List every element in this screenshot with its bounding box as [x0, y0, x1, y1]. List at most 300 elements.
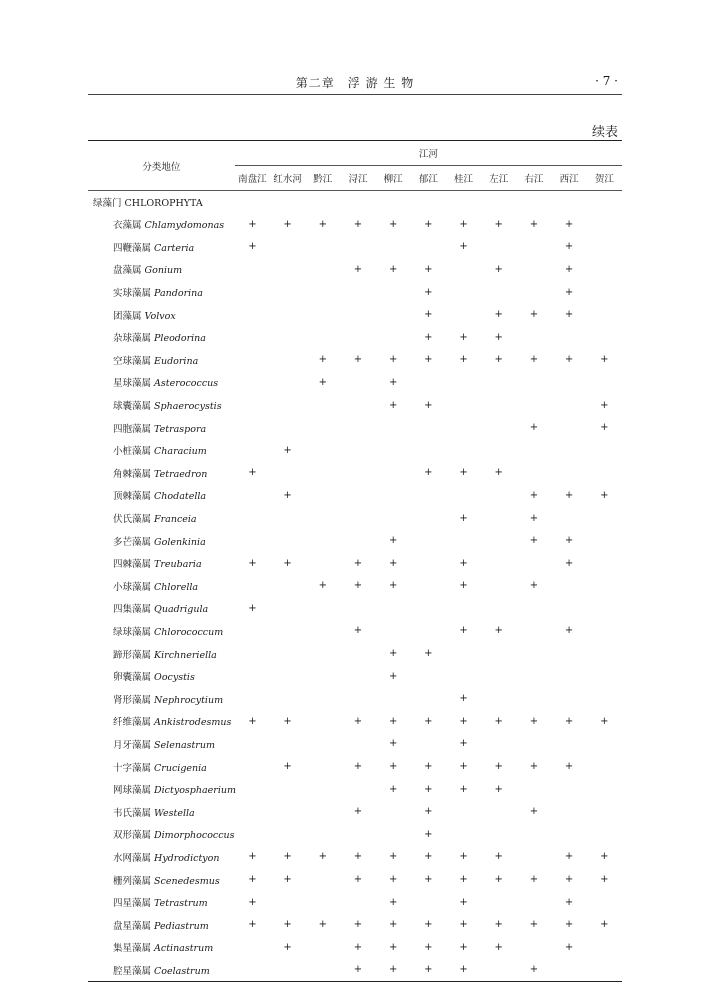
presence-cell: +: [248, 874, 257, 886]
table-row: [88, 868, 622, 891]
presence-cell: [305, 507, 340, 530]
presence-cell: [587, 891, 622, 914]
presence-cell: [446, 258, 481, 281]
table-row: [88, 462, 622, 485]
presence-cell: [376, 823, 411, 846]
presence-cell: +: [459, 241, 468, 253]
page-header: [88, 74, 622, 95]
genus-name: [88, 778, 235, 801]
genus-latin-name: Characium: [154, 446, 207, 458]
presence-cell: [270, 349, 305, 372]
presence-cell: [270, 642, 305, 665]
presence-cell: +: [424, 263, 433, 275]
presence-cell: [235, 529, 270, 552]
presence-cell: +: [424, 648, 433, 660]
genus-chinese-name: 角棘藻属: [113, 468, 155, 480]
presence-cell: +: [600, 874, 609, 886]
presence-cell: [481, 507, 516, 530]
presence-cell: +: [494, 354, 503, 366]
presence-cell: [270, 394, 305, 417]
table-row: [88, 891, 622, 914]
presence-cell: +: [424, 286, 433, 298]
presence-cell: [551, 416, 586, 439]
presence-cell: [551, 687, 586, 710]
presence-cell: [551, 733, 586, 756]
presence-cell: [270, 597, 305, 620]
genus-name: [88, 755, 235, 778]
presence-cell: +: [446, 959, 481, 982]
presence-cell: [305, 755, 340, 778]
presence-cell: +: [353, 263, 363, 275]
presence-cell: +: [600, 354, 609, 366]
presence-cell: +: [248, 218, 257, 230]
presence-cell: [235, 281, 270, 304]
presence-cell: [305, 326, 340, 349]
genus-name: [88, 687, 235, 710]
genus-latin-name: Oocystis: [154, 672, 195, 684]
genus-name: [88, 913, 235, 936]
river-header: 贺江: [587, 166, 622, 191]
table-row: [88, 439, 622, 462]
genus-latin-name: Franceia: [154, 514, 197, 526]
genus-latin-name: Chlorella: [154, 581, 199, 593]
presence-cell: [305, 281, 340, 304]
genus-name: [88, 800, 235, 823]
presence-cell: [516, 936, 551, 959]
presence-cell: [235, 326, 270, 349]
presence-cell: [340, 303, 375, 326]
table-row: [88, 529, 622, 552]
genus-chinese-name: 水网藻属: [113, 852, 155, 864]
genus-name: [88, 462, 235, 485]
genus-latin-name: Pandorina: [154, 288, 203, 300]
presence-cell: [551, 575, 586, 598]
presence-cell: [516, 552, 551, 575]
table-row: [88, 959, 622, 982]
presence-cell: [235, 416, 270, 439]
presence-cell: +: [388, 738, 398, 750]
presence-cell: [551, 371, 586, 394]
presence-cell: +: [529, 715, 539, 727]
presence-cell: [446, 529, 481, 552]
presence-cell: [411, 507, 446, 530]
genus-name: [88, 394, 235, 417]
presence-cell: [481, 687, 516, 710]
presence-cell: +: [564, 896, 574, 908]
presence-cell: +: [424, 919, 433, 931]
presence-cell: [235, 665, 270, 688]
genus-latin-name: Actinastrum: [154, 943, 214, 955]
table-row: [88, 213, 622, 236]
presence-cell: [235, 620, 270, 643]
presence-cell: [551, 326, 586, 349]
table-row: [88, 936, 622, 959]
table-row: [88, 823, 622, 846]
presence-cell: [376, 439, 411, 462]
presence-cell: +: [564, 715, 574, 727]
presence-cell: +: [283, 218, 292, 230]
presence-cell: [376, 687, 411, 710]
presence-cell: +: [529, 422, 539, 434]
table-body: [88, 191, 622, 982]
presence-cell: [587, 281, 622, 304]
presence-cell: [587, 778, 622, 801]
presence-cell: +: [600, 715, 609, 727]
presence-cell: [446, 394, 481, 417]
presence-cell: [587, 800, 622, 823]
river-header: 右江: [516, 166, 551, 191]
presence-cell: +: [459, 693, 468, 705]
presence-cell: +: [424, 467, 433, 479]
presence-cell: +: [424, 874, 433, 886]
presence-cell: +: [424, 941, 433, 953]
presence-cell: +: [494, 467, 503, 479]
genus-latin-name: Pediastrum: [154, 920, 209, 932]
presence-cell: +: [248, 467, 257, 479]
presence-cell: [481, 959, 516, 982]
presence-cell: +: [600, 489, 609, 501]
presence-cell: [587, 597, 622, 620]
table-row: [88, 620, 622, 643]
presence-cell: +: [424, 331, 433, 343]
presence-cell: [270, 303, 305, 326]
genus-latin-name: Asterococcus: [154, 378, 219, 390]
presence-cell: +: [248, 919, 257, 931]
presence-cell: [516, 846, 551, 869]
genus-name: [88, 868, 235, 891]
presence-cell: [411, 665, 446, 688]
presence-cell: +: [388, 874, 398, 886]
presence-cell: [587, 575, 622, 598]
presence-cell: +: [459, 783, 468, 795]
presence-cell: [305, 303, 340, 326]
presence-cell: +: [388, 648, 398, 660]
presence-cell: [270, 778, 305, 801]
presence-cell: [587, 326, 622, 349]
presence-cell: [587, 303, 622, 326]
genus-chinese-name: 纤维藻属: [113, 717, 155, 729]
presence-cell: [340, 529, 375, 552]
genus-name: [88, 326, 235, 349]
table-row: [88, 484, 622, 507]
table-row: [88, 394, 622, 417]
presence-cell: +: [564, 286, 574, 298]
presence-cell: +: [600, 851, 609, 863]
table-row: [88, 913, 622, 936]
presence-cell: [305, 484, 340, 507]
genus-latin-name: Chodatella: [154, 491, 207, 503]
presence-cell: +: [600, 399, 609, 411]
river-header: 浔江: [340, 166, 375, 191]
genus-latin-name: Quadrigula: [154, 604, 209, 616]
presence-cell: +: [318, 851, 327, 863]
genus-name: [88, 575, 235, 598]
genus-name: [88, 620, 235, 643]
genus-chinese-name: 月牙藻属: [113, 739, 155, 751]
presence-cell: [376, 236, 411, 259]
presence-cell: +: [600, 422, 609, 434]
presence-cell: +: [353, 354, 363, 366]
presence-cell: [305, 800, 340, 823]
genus-latin-name: Volvox: [144, 310, 176, 322]
table-row: [88, 665, 622, 688]
genus-latin-name: Gonium: [144, 265, 183, 277]
presence-cell: [305, 710, 340, 733]
presence-cell: [481, 733, 516, 756]
presence-cell: [481, 891, 516, 914]
presence-cell: [516, 687, 551, 710]
presence-cell: [305, 236, 340, 259]
presence-cell: [270, 281, 305, 304]
presence-cell: [305, 936, 340, 959]
presence-cell: [340, 281, 375, 304]
genus-latin-name: Scenedesmus: [154, 875, 220, 887]
river-header: 郁江: [411, 166, 446, 191]
table-row: [88, 303, 622, 326]
presence-cell: [235, 484, 270, 507]
presence-cell: [305, 620, 340, 643]
presence-cell: [376, 303, 411, 326]
presence-cell: [305, 868, 340, 891]
genus-name: [88, 936, 235, 959]
presence-cell: [587, 439, 622, 462]
genus-chinese-name: 腔星藻属: [113, 965, 155, 977]
presence-cell: +: [388, 263, 398, 275]
genus-chinese-name: 星球藻属: [113, 378, 155, 390]
presence-cell: [587, 507, 622, 530]
presence-cell: +: [248, 896, 257, 908]
presence-cell: +: [459, 557, 468, 569]
presence-cell: [376, 800, 411, 823]
presence-cell: [516, 394, 551, 417]
presence-cell: +: [340, 959, 375, 982]
presence-cell: [235, 349, 270, 372]
river-header: 红水河: [270, 166, 305, 191]
presence-cell: +: [248, 715, 257, 727]
presence-cell: [235, 439, 270, 462]
presence-cell: [235, 303, 270, 326]
presence-cell: [446, 484, 481, 507]
genus-chinese-name: 伏氏藻属: [113, 514, 155, 526]
presence-cell: +: [529, 806, 539, 818]
presence-cell: +: [529, 535, 539, 547]
table-row: [88, 236, 622, 259]
presence-cell: +: [283, 851, 292, 863]
table-row: [88, 642, 622, 665]
presence-cell: [551, 959, 586, 982]
presence-cell: +: [564, 241, 574, 253]
presence-cell: +: [564, 489, 574, 501]
presence-cell: [270, 371, 305, 394]
river-header: 柳江: [376, 166, 411, 191]
presence-cell: +: [353, 874, 363, 886]
table-row: [88, 575, 622, 598]
table-row: [88, 258, 622, 281]
genus-chinese-name: 绿球藻属: [113, 626, 155, 638]
presence-cell: [446, 371, 481, 394]
presence-cell: [481, 575, 516, 598]
presence-cell: +: [424, 309, 433, 321]
presence-cell: [270, 529, 305, 552]
presence-cell: [481, 281, 516, 304]
table-row: [88, 710, 622, 733]
presence-cell: [235, 800, 270, 823]
presence-cell: [340, 416, 375, 439]
presence-cell: [446, 800, 481, 823]
presence-cell: +: [564, 941, 574, 953]
presence-cell: [305, 462, 340, 485]
presence-cell: [270, 800, 305, 823]
genus-name: [88, 642, 235, 665]
presence-cell: [411, 552, 446, 575]
presence-cell: +: [529, 489, 539, 501]
presence-cell: [587, 642, 622, 665]
presence-cell: +: [318, 376, 327, 388]
presence-cell: [516, 891, 551, 914]
presence-cell: [411, 529, 446, 552]
presence-cell: +: [529, 309, 539, 321]
genus-latin-name: Dimorphococcus: [154, 830, 235, 842]
presence-cell: [305, 891, 340, 914]
river-header: 左江: [481, 166, 516, 191]
presence-cell: +: [564, 919, 574, 931]
presence-cell: [481, 642, 516, 665]
presence-cell: [305, 258, 340, 281]
presence-cell: [446, 823, 481, 846]
presence-cell: [411, 891, 446, 914]
table-row: [88, 733, 622, 756]
presence-cell: [481, 597, 516, 620]
presence-cell: +: [564, 557, 574, 569]
genus-name: [88, 258, 235, 281]
presence-cell: [516, 823, 551, 846]
presence-cell: +: [283, 489, 292, 501]
presence-cell: [587, 687, 622, 710]
presence-cell: +: [529, 874, 539, 886]
presence-cell: [516, 665, 551, 688]
presence-cell: [305, 416, 340, 439]
presence-cell: +: [529, 512, 539, 524]
table-row: [88, 755, 622, 778]
presence-cell: +: [494, 263, 503, 275]
presence-cell: +: [459, 467, 468, 479]
presence-cell: +: [459, 354, 468, 366]
presence-cell: +: [459, 919, 468, 931]
presence-cell: [587, 213, 622, 236]
presence-cell: [235, 687, 270, 710]
presence-cell: +: [459, 851, 468, 863]
presence-cell: [481, 552, 516, 575]
presence-cell: +: [494, 309, 503, 321]
genus-name: [88, 213, 235, 236]
genus-chinese-name: 四胞藻属: [113, 423, 155, 435]
genus-chinese-name: 盘藻属: [113, 265, 145, 277]
table-row: [88, 326, 622, 349]
genus-name: [88, 665, 235, 688]
presence-cell: +: [388, 580, 398, 592]
table-row: [88, 800, 622, 823]
presence-cell: [376, 281, 411, 304]
presence-cell: +: [600, 919, 609, 931]
genus-latin-name: Ankistrodesmus: [154, 717, 232, 729]
presence-cell: +: [388, 761, 398, 773]
genus-latin-name: Coelastrum: [154, 965, 210, 977]
genus-name: [88, 891, 235, 914]
presence-cell: [481, 800, 516, 823]
presence-cell: [587, 665, 622, 688]
presence-cell: +: [459, 218, 468, 230]
presence-cell: [587, 936, 622, 959]
genus-latin-name: Sphaerocystis: [154, 401, 222, 413]
presence-cell: +: [283, 444, 292, 456]
presence-cell: +: [318, 354, 327, 366]
genus-name: [88, 303, 235, 326]
presence-cell: [551, 800, 586, 823]
presence-cell: [516, 439, 551, 462]
presence-cell: [305, 687, 340, 710]
presence-cell: [551, 507, 586, 530]
presence-cell: [340, 642, 375, 665]
presence-cell: [305, 823, 340, 846]
presence-cell: [516, 778, 551, 801]
genus-chinese-name: 四星藻属: [113, 898, 155, 910]
genus-latin-name: Chlamydomonas: [144, 220, 225, 232]
presence-cell: +: [424, 828, 433, 840]
presence-cell: [340, 326, 375, 349]
presence-cell: [516, 281, 551, 304]
genus-name: [88, 529, 235, 552]
genus-chinese-name: 多芒藻属: [113, 536, 155, 548]
presence-cell: +: [248, 602, 257, 614]
table-row: [88, 416, 622, 439]
presence-cell: [551, 642, 586, 665]
presence-cell: +: [283, 919, 292, 931]
presence-cell: [270, 416, 305, 439]
presence-cell: [481, 371, 516, 394]
presence-cell: +: [424, 354, 433, 366]
presence-cell: +: [494, 941, 503, 953]
genus-chinese-name: 四鞭藻属: [113, 242, 155, 254]
genus-chinese-name: 网球藻属: [113, 785, 155, 797]
presence-cell: +: [564, 218, 574, 230]
genus-name: [88, 733, 235, 756]
genus-name: [88, 552, 235, 575]
presence-cell: [235, 394, 270, 417]
presence-cell: [235, 371, 270, 394]
presence-cell: [305, 665, 340, 688]
genus-chinese-name: 蹄形藻属: [113, 649, 155, 661]
presence-cell: [516, 620, 551, 643]
presence-cell: +: [353, 851, 363, 863]
presence-cell: [551, 462, 586, 485]
presence-cell: +: [529, 354, 539, 366]
presence-cell: +: [564, 761, 574, 773]
distribution-table: [88, 140, 622, 982]
presence-cell: [340, 462, 375, 485]
presence-cell: [551, 597, 586, 620]
presence-cell: +: [564, 354, 574, 366]
presence-cell: [481, 665, 516, 688]
presence-cell: [587, 755, 622, 778]
presence-cell: +: [424, 806, 433, 818]
presence-cell: +: [459, 761, 468, 773]
presence-cell: [235, 258, 270, 281]
presence-cell: +: [494, 851, 503, 863]
presence-cell: [340, 236, 375, 259]
presence-cell: [305, 439, 340, 462]
presence-cell: [446, 439, 481, 462]
presence-cell: [411, 416, 446, 439]
